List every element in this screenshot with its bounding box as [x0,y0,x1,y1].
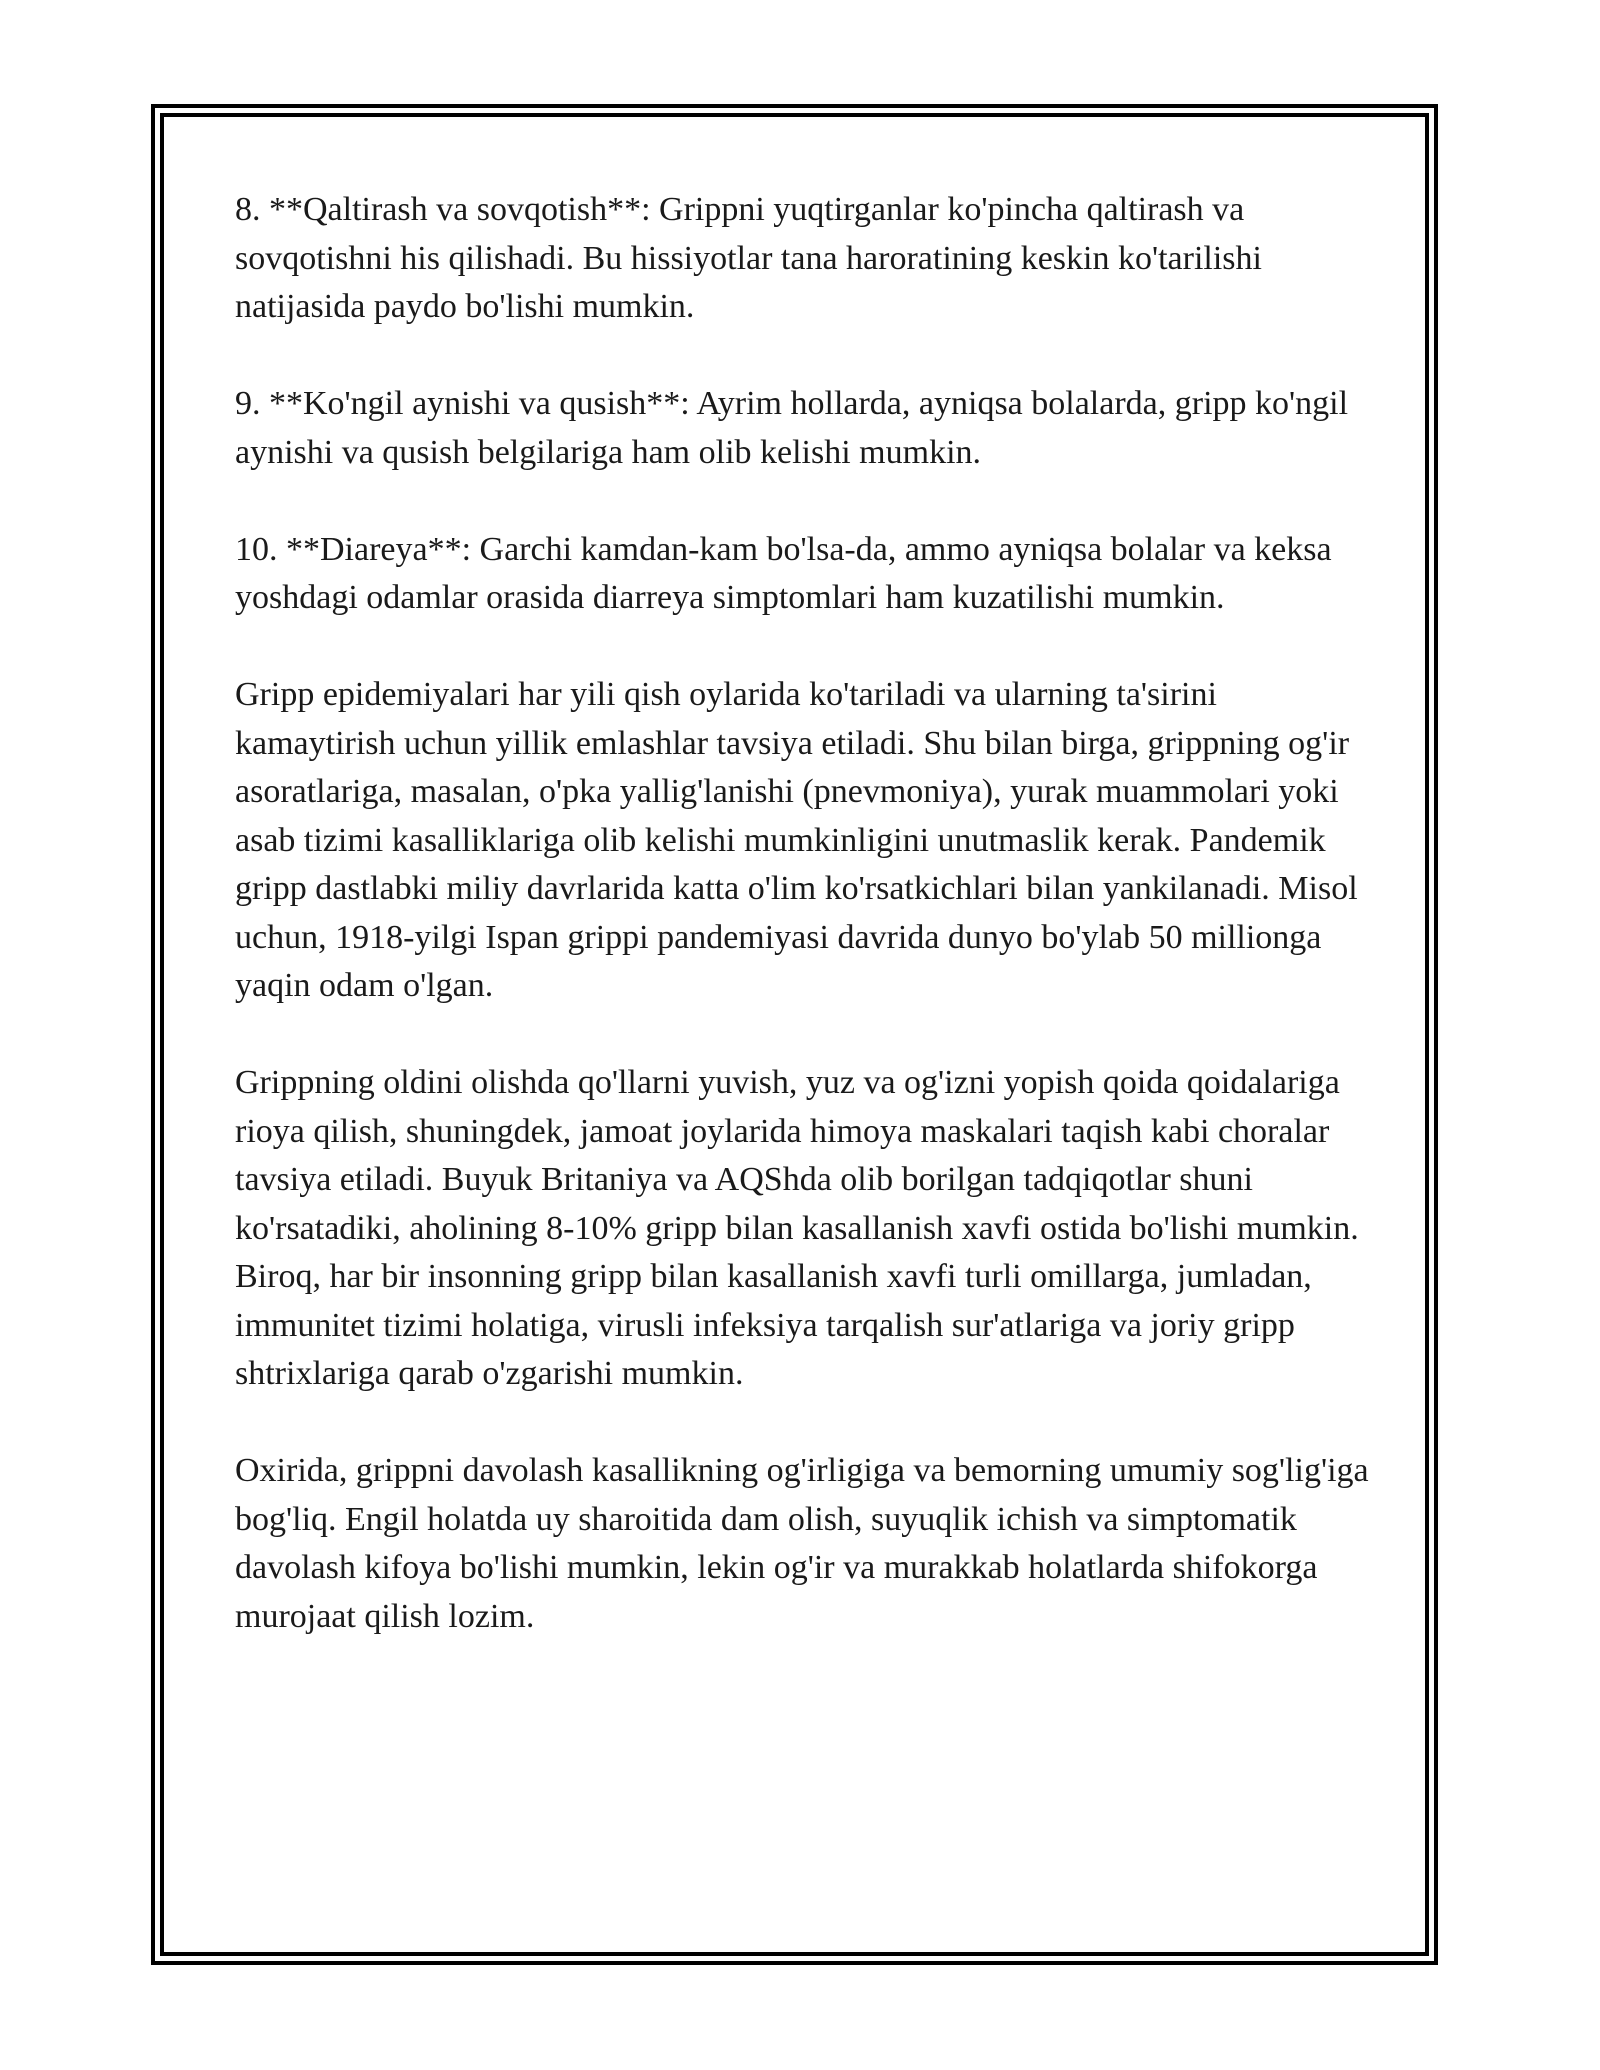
paragraph-prevention: Grippning oldini olishda qo'llarni yuvish, yuz va og'izni yopish qoida qoidalariga rioya qilish, shuningdek, jamoat joylarida himoya maskalari taqish kabi choralar tavsiya etiladi. Buyuk Britaniya va AQShda olib borilgan tadqiqotlar shuni ko'rsatadiki, aholining 8-10% gripp bilan kasallanish xavfi ostida bo'lishi mumkin. Biroq, har bir insonning gripp bilan kasallanish xavfi turli omillarga, jumladan, immunitet tizimi holatiga, virusli infeksiya tarqalish sur'atlariga va joriy gripp shtrixlariga qarab o'zgarishi mumkin. [235,1064,1359,1392]
paragraph-epidemics: Gripp epidemiyalari har yili qish oylarida ko'tariladi va ularning ta'sirini kamaytirish uchun yillik emlashlar tavsiya etiladi. Shu bilan birga, grippning og'ir asoratlariga, masalan, o'pka yallig'lanishi (pnevmoniya), yurak muammolari yoki asab tizimi kasalliklariga olib kelishi mumkinligini unutmaslik kerak. Pandemik gripp dastlabki miliy davrlarida katta o'lim ko'rsatkichlari bilan yankilanadi. Misol uchun, 1918-yilgi Ispan grippi pandemiyasi davrida dunyo bo'ylab 50 millionga yaqin odam o'lgan. [235,676,1358,1004]
paragraph-treatment: Oxirida, grippni davolash kasallikning og'irligiga va bemorning umumiy sog'lig'iga bog'liq. Engil holatda uy sharoitida dam olish, suyuqlik ichish va simptomatik davolash kifoya bo'lishi mumkin, lekin og'ir va murakkab holatlarda shifokorga murojaat qilish lozim. [235,1452,1369,1635]
paragraph-symptom-nausea: 9. **Ko'ngil aynishi va qusish**: Ayrim hollarda, ayniqsa bolalarda, gripp ko'ngil aynishi va qusish belgilariga ham olib kelishi mumkin. [235,385,1349,471]
paragraph-symptom-diarrhea: 10. **Diareya**: Garchi kamdan-kam bo'lsa-da, ammo ayniqsa bolalar va keksa yoshdagi odamlar orasida diarreya simptomlari ham kuzatilishi mumkin. [235,530,1332,616]
document-body [235,186,1375,1690]
paragraph-symptom-chills: 8. **Qaltirash va sovqotish**: Grippni yuqtirganlar ko'pincha qaltirash va sovqotishni his qilishadi. Bu hissiyotlar tana haroratining keskin ko'tarilishi natijasida paydo bo'lishi mumkin. [235,191,1262,325]
